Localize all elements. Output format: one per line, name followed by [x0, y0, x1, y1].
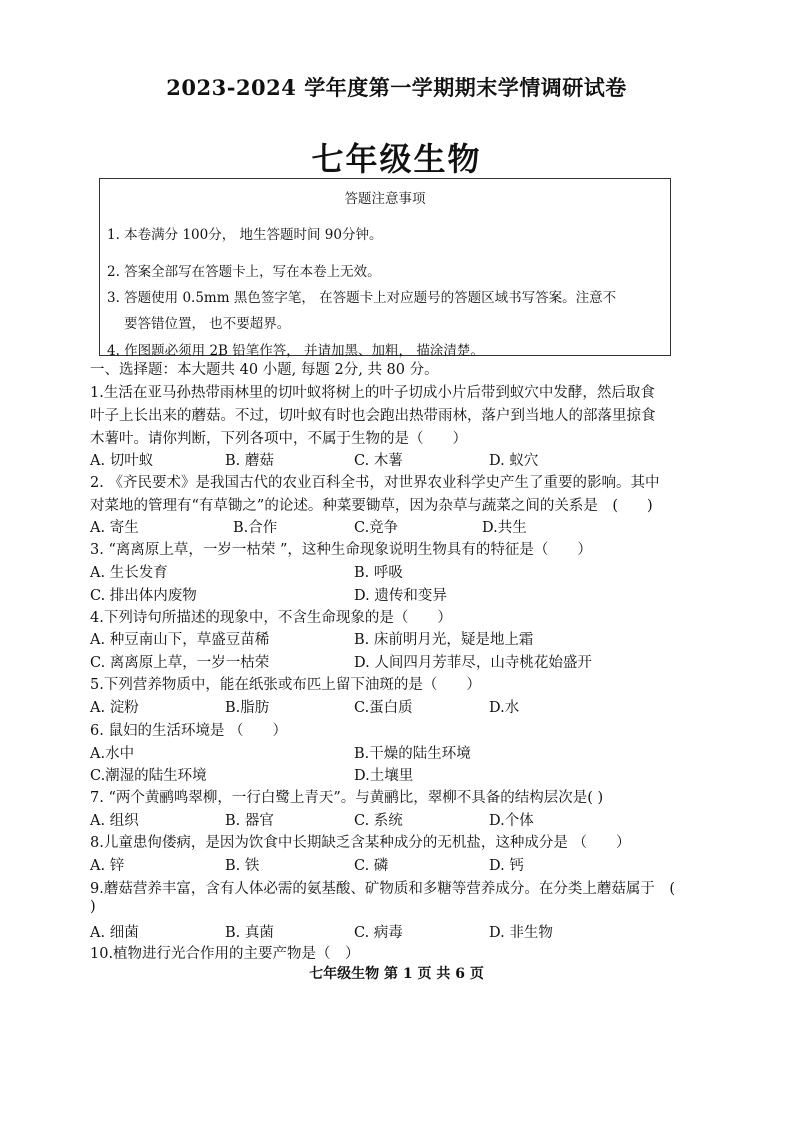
option-d[interactable]: D. 钙: [489, 858, 524, 874]
option-b[interactable]: B. 床前明月光，疑是地上霜: [354, 632, 534, 648]
section-title: 一、选择题：本大题共 40 小题, 每题 2分, 共 80 分。: [90, 362, 439, 378]
question-stem: 9.蘑菇营养丰富，含有人体必需的氨基酸、矿物质和多糖等营养成分。在分类上蘑菇属于 (: [90, 881, 675, 897]
option-a[interactable]: A.水中: [90, 746, 135, 762]
option-a[interactable]: A. 锌: [90, 858, 125, 874]
option-a[interactable]: A. 组织: [90, 813, 139, 829]
option-d[interactable]: D. 非生物: [489, 925, 553, 941]
option-a[interactable]: A. 生长发育: [90, 565, 168, 581]
notice-box: [99, 178, 671, 359]
exam-title: 2023-2024 学年度第一学期期末学情调研试卷: [166, 75, 627, 100]
question-stem: ): [90, 899, 96, 915]
question-stem: 8.儿童患佝偻病，是因为饮食中长期缺乏含某种成分的无机盐，这种成分是 （ ）: [90, 835, 631, 851]
notice-heading: 答题注意事项: [344, 191, 426, 207]
question-stem: 1.生活在亚马孙热带雨林里的切叶蚁将树上的叶子切成小片后带到蚁穴中发酵，然后取食: [90, 385, 655, 401]
question-stem: 对菜地的管理有“有草锄之”的论述。种菜要锄草，因为杂草与蔬菜之间的关系是 ( ): [90, 498, 653, 514]
page-footer: 七年级生物 第 1 页 共 6 页: [309, 966, 484, 982]
notice-line: 3. 答题使用 0.5mm 黑色签字笔， 在答题卡上对应题号的答题区域书写答案。注意不: [107, 290, 617, 306]
option-d[interactable]: D.共生: [482, 520, 527, 536]
option-d[interactable]: D. 人间四月芳菲尽，山寺桃花始盛开: [354, 655, 592, 671]
option-c[interactable]: C.蛋白质: [354, 700, 413, 716]
option-d[interactable]: D.个体: [489, 813, 534, 829]
question-stem: 3. “离离原上草，一岁一枯荣 ”，这种生命现象说明生物具有的特征是（ ）: [90, 542, 592, 558]
option-b[interactable]: B. 器官: [225, 813, 274, 829]
option-b[interactable]: B.脂肪: [225, 700, 270, 716]
option-a[interactable]: A. 种豆南山下，草盛豆苗稀: [90, 632, 270, 648]
option-a[interactable]: A. 寄生: [90, 520, 139, 536]
option-c[interactable]: C. 磷: [354, 858, 389, 874]
question-stem: 5.下列营养物质中，能在纸张或布匹上留下油斑的是（ ）: [90, 677, 481, 693]
option-d[interactable]: D.土壤里: [354, 768, 414, 784]
notice-line: 2. 答案全部写在答题卡上，写在本卷上无效。: [107, 264, 381, 280]
question-stem: 7. “两个黄鹂鸣翠柳，一行白鹭上青天”。与黄鹂比，翠柳不具备的结构层次是( ): [90, 790, 604, 806]
option-c[interactable]: C. 病毒: [354, 925, 403, 941]
option-b[interactable]: B. 蘑菇: [225, 453, 274, 469]
question-stem: 2. 《齐民要术》是我国古代的农业百科全书，对世界农业科学史产生了重要的影响。其中: [90, 475, 660, 491]
option-d[interactable]: D.水: [489, 700, 520, 716]
option-a[interactable]: A. 淀粉: [90, 700, 139, 716]
option-d[interactable]: D. 遗传和变异: [354, 588, 447, 604]
option-c[interactable]: C. 系统: [354, 813, 403, 829]
option-a[interactable]: A. 细菌: [90, 925, 139, 941]
option-c[interactable]: C.竞争: [354, 520, 399, 536]
question-stem: 叶子上长出来的蘑菇。不过，切叶蚁有时也会跑出热带雨林，落户到当地人的部落里掠食: [90, 408, 656, 424]
option-b[interactable]: B. 铁: [225, 858, 260, 874]
option-c[interactable]: C. 排出体内废物: [90, 588, 197, 604]
subject-title: 七年级生物: [311, 140, 482, 178]
question-stem: 4.下列诗句所描述的现象中，不含生命现象的是（ ）: [90, 610, 452, 626]
option-d[interactable]: D. 蚁穴: [489, 453, 539, 469]
notice-line: 要答错位置， 也不要超界。: [124, 316, 291, 332]
option-b[interactable]: B.干燥的陆生环境: [354, 746, 471, 762]
notice-line: 4. 作图题必须用 2B 铅笔作答， 并请加黑、加粗， 描涂清楚。: [107, 343, 484, 359]
option-c[interactable]: C.潮湿的陆生环境: [90, 768, 207, 784]
notice-line: 1. 本卷满分 100分， 地生答题时间 90分钟。: [107, 227, 383, 243]
option-a[interactable]: A. 切叶蚁: [90, 453, 154, 469]
option-b[interactable]: B.合作: [233, 520, 278, 536]
option-b[interactable]: B. 真菌: [225, 925, 274, 941]
question-stem: 木薯叶。请你判断，下列各项中，不属于生物的是（ ）: [90, 431, 467, 447]
option-c[interactable]: C. 离离原上草，一岁一枯荣: [90, 655, 270, 671]
question-stem: 10.植物进行光合作用的主要产物是（ ）: [90, 946, 360, 962]
option-c[interactable]: C. 木薯: [354, 453, 403, 469]
option-b[interactable]: B. 呼吸: [354, 565, 403, 581]
question-stem: 6. 鼠妇的生活环境是 （ ）: [90, 723, 288, 739]
